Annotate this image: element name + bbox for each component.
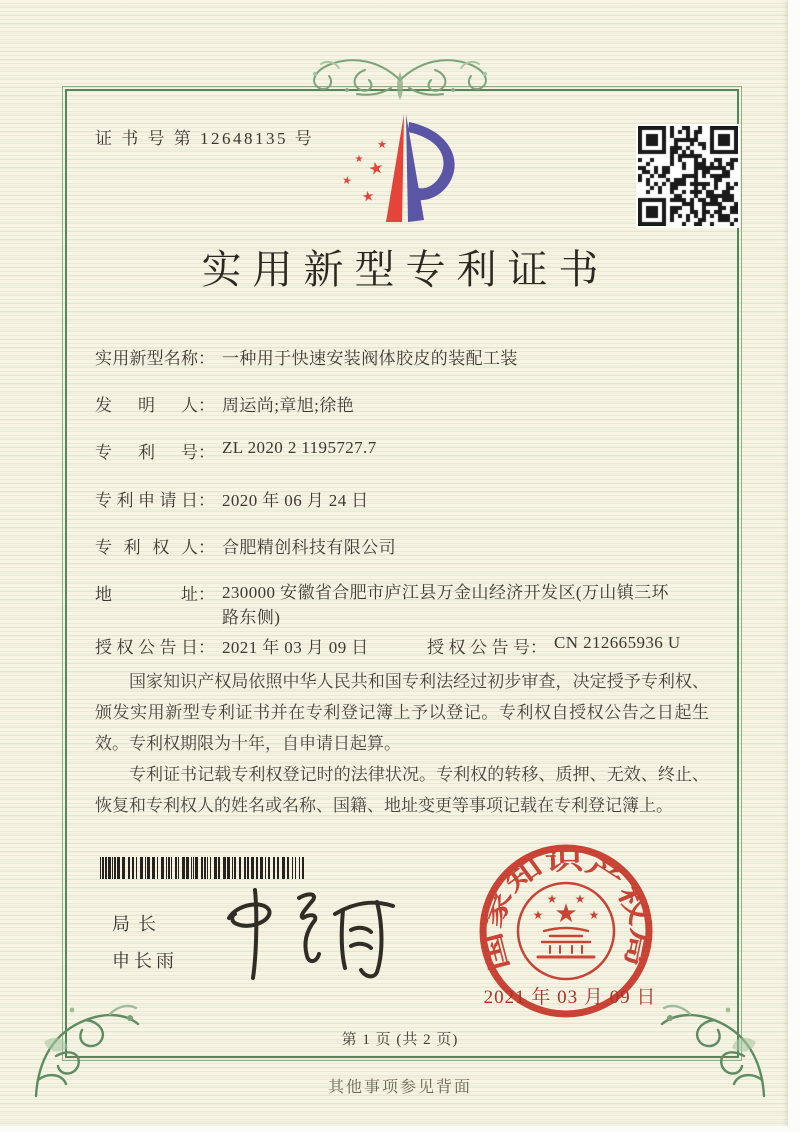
logo-star-icon: ★	[377, 138, 387, 151]
legal-paragraph: 国家知识产权局依照中华人民共和国专利法经过初步审查，决定授予专利权、颁发实用新型专利证书并在专利登记簿上予以登记。专利权自授权公告之日起生效。专利权期限为十年，自申请日起算。	[95, 672, 709, 753]
field-value: 周运尚;章旭;徐艳	[222, 396, 355, 415]
field-value: CN 212665936 U	[554, 633, 681, 652]
label-colon: ：	[198, 638, 215, 657]
label-colon: ：	[198, 349, 215, 368]
scan-edge	[0, 1126, 800, 1132]
emblem-star-icon: ★	[546, 892, 558, 906]
field-value: 合肥精创科技有限公司	[222, 538, 396, 557]
top-flourish-ornament	[295, 44, 505, 108]
field-value: 2021 年 03 月 09 日	[222, 638, 369, 657]
director-signature-icon	[215, 880, 410, 985]
label-colon: ：	[530, 638, 547, 657]
field-label: 实用新型名称	[95, 349, 198, 368]
field-label: 地址	[95, 585, 198, 604]
seal-text: 国家知识产权局	[479, 848, 654, 974]
legal-text-block	[95, 666, 709, 821]
page-number: 第 1 页 (共 2 页)	[341, 1032, 459, 1048]
emblem-star-icon: ★	[532, 908, 544, 922]
field-label: 授权公告号	[427, 638, 530, 657]
field-row-patentee	[95, 533, 710, 558]
label-colon: ：	[198, 443, 215, 462]
certificate-number: 证 书 号 第 12648135 号	[95, 129, 315, 148]
cnipa-logo-icon	[332, 110, 477, 230]
qr-code-icon	[636, 124, 740, 228]
field-value: 一种用于快速安装阀体胶皮的装配工装	[222, 349, 518, 368]
label-colon: ：	[198, 491, 215, 510]
field-pair-grant-number	[427, 633, 681, 658]
emblem-star-icon: ★	[588, 908, 600, 922]
seal-date: 2021 年 03 月 09 日	[483, 987, 657, 1008]
emblem-star-icon: ★	[554, 899, 578, 929]
director-name: 申长雨	[112, 951, 178, 971]
field-value: 2020 年 06 月 24 日	[222, 491, 369, 510]
field-row-inventors	[95, 391, 710, 416]
field-label: 专利号	[95, 443, 198, 462]
field-label: 专利申请日	[95, 491, 198, 510]
field-row-grant	[95, 633, 710, 658]
field-label: 发明人	[95, 396, 198, 415]
logo-star-icon: ★	[354, 154, 364, 165]
label-colon: ：	[198, 538, 215, 557]
national-emblem-icon	[518, 883, 614, 979]
legal-paragraph: 专利证书记载专利权登记时的法律状况。专利权的转移、质押、无效、终止、恢复和专利权人的姓名或名称、国籍、地址变更等事项记载在专利登记簿上。	[95, 765, 709, 815]
emblem-star-icon: ★	[574, 892, 586, 906]
field-label: 专利权人	[95, 538, 198, 557]
field-row-patent-number	[95, 438, 710, 463]
director-title: 局长	[112, 914, 164, 934]
field-row-address	[95, 580, 710, 630]
label-colon: ：	[198, 396, 215, 415]
barcode-icon	[100, 857, 312, 879]
logo-star-icon: ★	[340, 173, 353, 188]
field-value: 230000 安徽省合肥市庐江县万金山经济开发区(万山镇三环路东侧)	[222, 583, 669, 627]
back-side-note: 其他事项参见背面	[327, 1079, 472, 1096]
field-row-title-name	[95, 344, 710, 369]
scan-edge	[788, 0, 800, 1132]
field-value: ZL 2020 2 1195727.7	[222, 438, 377, 457]
certificate-title: 实用新型专利证书	[201, 247, 610, 292]
field-label: 授权公告日	[95, 638, 198, 657]
field-row-filing-date	[95, 486, 710, 511]
label-colon: ：	[198, 585, 215, 604]
logo-star-icon: ★	[366, 157, 386, 181]
logo-star-icon: ★	[360, 188, 376, 206]
